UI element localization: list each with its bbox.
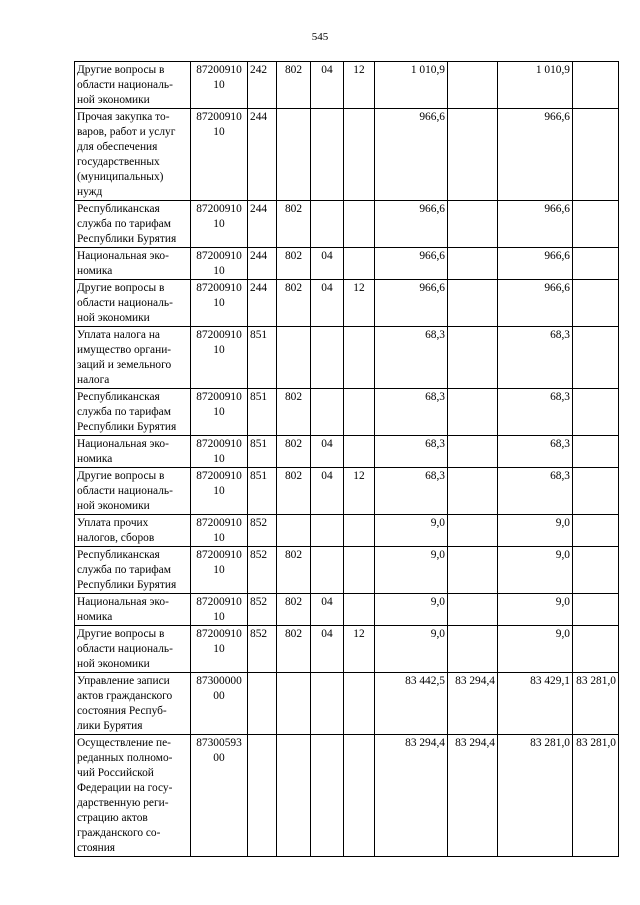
section-code: 04 [311,436,344,468]
amount-year-1: 68,3 [375,389,448,436]
table-row [75,673,619,735]
table-row [75,547,619,594]
amount-year-1: 68,3 [375,436,448,468]
amount-year-2: 9,0 [498,626,573,673]
amount-year-2-subventions [573,468,619,515]
target-article-code: 87200910 10 [191,109,248,201]
amount-year-2: 1 010,9 [498,62,573,109]
table-row [75,626,619,673]
administrator-code: 802 [277,468,311,515]
target-article-code: 87200910 10 [191,389,248,436]
row-name: Уплата прочих налогов, сборов [75,515,191,547]
expense-type-code: 851 [248,468,277,515]
target-article-code: 87300000 00 [191,673,248,735]
administrator-code: 802 [277,594,311,626]
administrator-code [277,109,311,201]
subsection-code [344,673,375,735]
target-article-code: 87200910 10 [191,248,248,280]
amount-year-2: 9,0 [498,547,573,594]
expense-type-code: 852 [248,594,277,626]
amount-year-1: 83 442,5 [375,673,448,735]
amount-year-2-subventions [573,626,619,673]
amount-year-1: 9,0 [375,594,448,626]
target-article-code: 87200910 10 [191,594,248,626]
amount-year-1-subventions [448,327,498,389]
section-code: 04 [311,468,344,515]
table-row [75,436,619,468]
amount-year-2: 68,3 [498,389,573,436]
amount-year-2: 68,3 [498,327,573,389]
target-article-code: 87200910 10 [191,280,248,327]
amount-year-1-subventions [448,248,498,280]
target-article-code: 87200910 10 [191,62,248,109]
amount-year-2: 966,6 [498,201,573,248]
expense-type-code: 244 [248,248,277,280]
section-code [311,547,344,594]
section-code: 04 [311,280,344,327]
amount-year-1: 966,6 [375,280,448,327]
row-name: Национальная эко-номика [75,436,191,468]
section-code: 04 [311,248,344,280]
amount-year-1-subventions [448,109,498,201]
expense-type-code [248,735,277,857]
section-code [311,201,344,248]
expense-type-code: 244 [248,280,277,327]
expense-type-code: 852 [248,547,277,594]
row-name: Осуществление пе-реданных полномо-чий Российской Федерации на госу-дарственную реги-страцию актов гражданского со-стояния [75,735,191,857]
amount-year-2-subventions [573,248,619,280]
expense-type-code: 851 [248,327,277,389]
subsection-code [344,436,375,468]
amount-year-1-subventions [448,389,498,436]
amount-year-2-subventions [573,436,619,468]
section-code: 04 [311,62,344,109]
section-code [311,389,344,436]
administrator-code: 802 [277,62,311,109]
page-number: 545 [311,31,329,43]
subsection-code: 12 [344,280,375,327]
amount-year-2: 966,6 [498,109,573,201]
amount-year-1-subventions [448,280,498,327]
subsection-code [344,109,375,201]
amount-year-1: 966,6 [375,201,448,248]
target-article-code: 87200910 10 [191,547,248,594]
subsection-code [344,389,375,436]
expense-type-code: 244 [248,109,277,201]
amount-year-2-subventions: 83 281,0 [573,673,619,735]
amount-year-2: 68,3 [498,436,573,468]
amount-year-2-subventions: 83 281,0 [573,735,619,857]
amount-year-1: 68,3 [375,327,448,389]
subsection-code [344,547,375,594]
amount-year-1: 9,0 [375,515,448,547]
row-name: Уплата налога на имущество органи-заций и земельного налога [75,327,191,389]
amount-year-1-subventions [448,436,498,468]
table-row [75,735,619,857]
administrator-code: 802 [277,248,311,280]
table-row [75,468,619,515]
table-row [75,280,619,327]
row-name: Другие вопросы в области националь-ной экономики [75,468,191,515]
section-code [311,109,344,201]
administrator-code: 802 [277,626,311,673]
section-code [311,735,344,857]
row-name: Управление записи актов гражданского состояния Респуб-лики Бурятия [75,673,191,735]
amount-year-2-subventions [573,201,619,248]
amount-year-2: 68,3 [498,468,573,515]
subsection-code [344,735,375,857]
target-article-code: 87200910 10 [191,327,248,389]
administrator-code: 802 [277,389,311,436]
row-name: Другие вопросы в области националь-ной экономики [75,626,191,673]
amount-year-2-subventions [573,280,619,327]
amount-year-1: 83 294,4 [375,735,448,857]
amount-year-1-subventions: 83 294,4 [448,735,498,857]
table-row [75,515,619,547]
subsection-code [344,594,375,626]
amount-year-2-subventions [573,109,619,201]
administrator-code [277,735,311,857]
administrator-code [277,515,311,547]
table-row [75,248,619,280]
amount-year-2-subventions [573,547,619,594]
row-name: Национальная эко-номика [75,248,191,280]
administrator-code: 802 [277,201,311,248]
subsection-code: 12 [344,62,375,109]
table-row [75,389,619,436]
subsection-code: 12 [344,468,375,515]
table-body [75,62,619,857]
amount-year-2: 83 281,0 [498,735,573,857]
row-name: Другие вопросы в области националь-ной экономики [75,62,191,109]
subsection-code [344,248,375,280]
subsection-code: 12 [344,626,375,673]
amount-year-2-subventions [573,594,619,626]
amount-year-2: 83 429,1 [498,673,573,735]
expense-type-code: 851 [248,389,277,436]
amount-year-2: 966,6 [498,280,573,327]
amount-year-1-subventions [448,594,498,626]
amount-year-1-subventions [448,201,498,248]
table-row [75,327,619,389]
target-article-code: 87200910 10 [191,515,248,547]
amount-year-1-subventions [448,626,498,673]
administrator-code [277,673,311,735]
amount-year-1: 966,6 [375,248,448,280]
expense-type-code: 851 [248,436,277,468]
expense-type-code: 852 [248,626,277,673]
amount-year-2: 9,0 [498,515,573,547]
table-row [75,62,619,109]
expense-type-code: 242 [248,62,277,109]
budget-table [74,61,619,857]
amount-year-2: 966,6 [498,248,573,280]
target-article-code: 87300593 00 [191,735,248,857]
amount-year-1-subventions [448,515,498,547]
amount-year-1-subventions: 83 294,4 [448,673,498,735]
section-code [311,327,344,389]
target-article-code: 87200910 10 [191,626,248,673]
amount-year-2-subventions [573,62,619,109]
amount-year-1: 9,0 [375,626,448,673]
section-code [311,673,344,735]
amount-year-2-subventions [573,515,619,547]
amount-year-1-subventions [448,62,498,109]
row-name: Республиканская служба по тарифам Республики Бурятия [75,389,191,436]
row-name: Национальная эко-номика [75,594,191,626]
row-name: Прочая закупка то-варов, работ и услуг для обеспечения государственных (муниципальных) нужд [75,109,191,201]
row-name: Другие вопросы в области националь-ной экономики [75,280,191,327]
row-name: Республиканская служба по тарифам Республики Бурятия [75,547,191,594]
section-code: 04 [311,626,344,673]
subsection-code [344,515,375,547]
section-code: 04 [311,594,344,626]
amount-year-1: 1 010,9 [375,62,448,109]
amount-year-1-subventions [448,468,498,515]
expense-type-code [248,673,277,735]
amount-year-1: 9,0 [375,547,448,594]
amount-year-2-subventions [573,389,619,436]
table-row [75,109,619,201]
table-row [75,594,619,626]
administrator-code: 802 [277,547,311,594]
target-article-code: 87200910 10 [191,201,248,248]
amount-year-2: 9,0 [498,594,573,626]
subsection-code [344,201,375,248]
row-name: Республиканская служба по тарифам Республики Бурятия [75,201,191,248]
target-article-code: 87200910 10 [191,436,248,468]
amount-year-1: 966,6 [375,109,448,201]
target-article-code: 87200910 10 [191,468,248,515]
amount-year-1: 68,3 [375,468,448,515]
administrator-code: 802 [277,436,311,468]
administrator-code [277,327,311,389]
amount-year-1-subventions [448,547,498,594]
expense-type-code: 852 [248,515,277,547]
subsection-code [344,327,375,389]
section-code [311,515,344,547]
table-row [75,201,619,248]
administrator-code: 802 [277,280,311,327]
expense-type-code: 244 [248,201,277,248]
amount-year-2-subventions [573,327,619,389]
